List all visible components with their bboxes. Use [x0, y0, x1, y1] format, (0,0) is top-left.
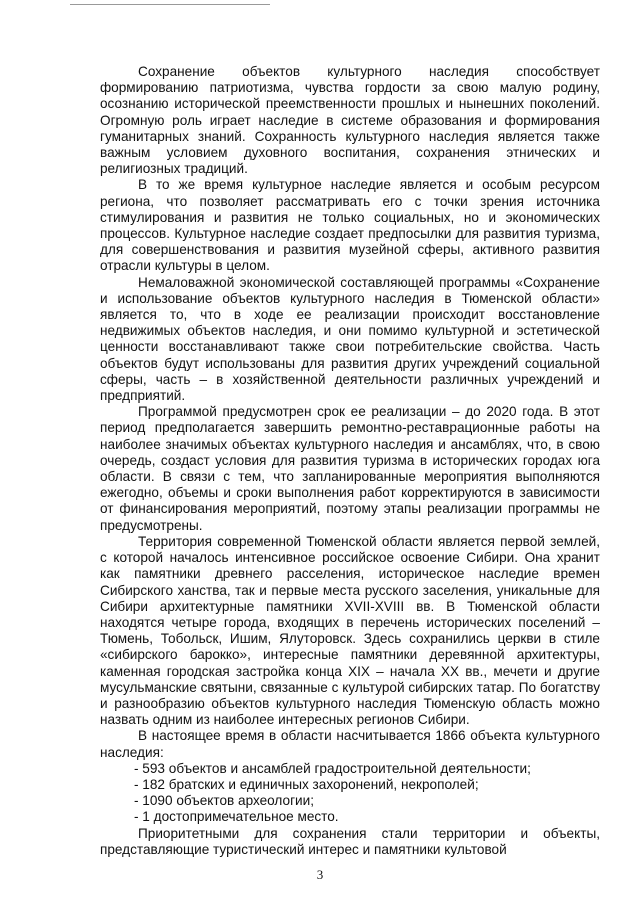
- list-item: - 593 объектов и ансамблей градостроительной деятельности;: [134, 760, 531, 776]
- paragraph-tyumen-territory: Территория современной Тюменской области является первой землей, с которой началось интенсивное российское освоение Сибири. Она хранит как памятники древнего расселения, историческое наследие времен Сибирского ханства, так и первые места русского заселения, уникальные для Сибири архитектурные памятники XVII-XVIII вв. В Тюменской области находятся четыре города, входящих в перечень исторических поселений – Тюмень, Тобольск, Ишим, Ялуторовск. Здесь сохранились церкви в стиле «сибирского барокко», интересные памятники деревянной архитектуры, каменная городская застройка конца XIX – начала XX вв., мечети и другие мусульманские святыни, связанные с культурой сибирских татар. По богатству и разнообразию объектов культурного наследия Тюменскую область можно назвать одним из наиболее интересных регионов Сибири.: [100, 533, 600, 728]
- paragraph-priorities: Приоритетными для сохранения стали территории и объекты, представляющие туристический интерес и памятники культовой: [100, 825, 600, 857]
- list-item: - 1090 объектов археологии;: [134, 793, 315, 809]
- heritage-objects-list: [100, 761, 600, 826]
- paragraph-heritage-role: Сохранение объектов культурного наследия способствует формированию патриотизма, чувства гордости за свою малую родину, осознанию исторической преемственности прошлых и нынешних поколений. Огромную роль играет наследие в системе образования и формирования гуманитарных знаний. Сохранность культурного наследия является также важным условием духовного воспитания, сохранения этнических и религиозных традиций.: [100, 64, 600, 177]
- page-number: 3: [316, 867, 324, 882]
- list-item: - 1 достопримечательное место.: [134, 809, 339, 825]
- list-item: - 182 братских и единичных захоронений, некрополей;: [134, 776, 479, 792]
- top-edge-rule: [70, 4, 270, 5]
- paragraph-heritage-resource: В то же время культурное наследие является и особым ресурсом региона, что позволяет рассматривать его с точки зрения источника стимулирования и развития не только социальных, но и экономических процессов. Культурное наследие создает предпосылки для развития туризма, для совершенствования и развития музейной сферы, активного развития отрасли культуры в целом.: [100, 177, 600, 274]
- paragraph-economic-component: Немаловажной экономической составляющей программы «Сохранение и использование объектов культурного наследия в Тюменской области» является то, что в ходе ее реализации происходит восстановление недвижимых объектов наследия, и они помимо культурной и эстетической ценности восстанавливают также свои потребительские свойства. Часть объектов будут использованы для развития других учреждений социальной сферы, часть – в хозяйственной деятельности различных учреждений и предприятий.: [100, 274, 600, 404]
- document-body: [100, 64, 600, 858]
- paragraph-program-term: Программой предусмотрен срок ее реализации – до 2020 года. В этот период предполагается завершить ремонтно-реставрационные работы на наиболее значимых объектах культурного наследия и ансамблях, что, в свою очередь, создаст условия для развития туризма в исторических городах юга области. В связи с тем, что запланированные мероприятия выполняются ежегодно, объемы и сроки выполнения работ корректируются в зависимости от финансирования мероприятий, поэтому этапы реализации программы не предусмотрены.: [100, 404, 600, 533]
- paragraph-object-count: В настоящее время в области насчитывается 1866 объекта культурного наследия:: [100, 728, 600, 760]
